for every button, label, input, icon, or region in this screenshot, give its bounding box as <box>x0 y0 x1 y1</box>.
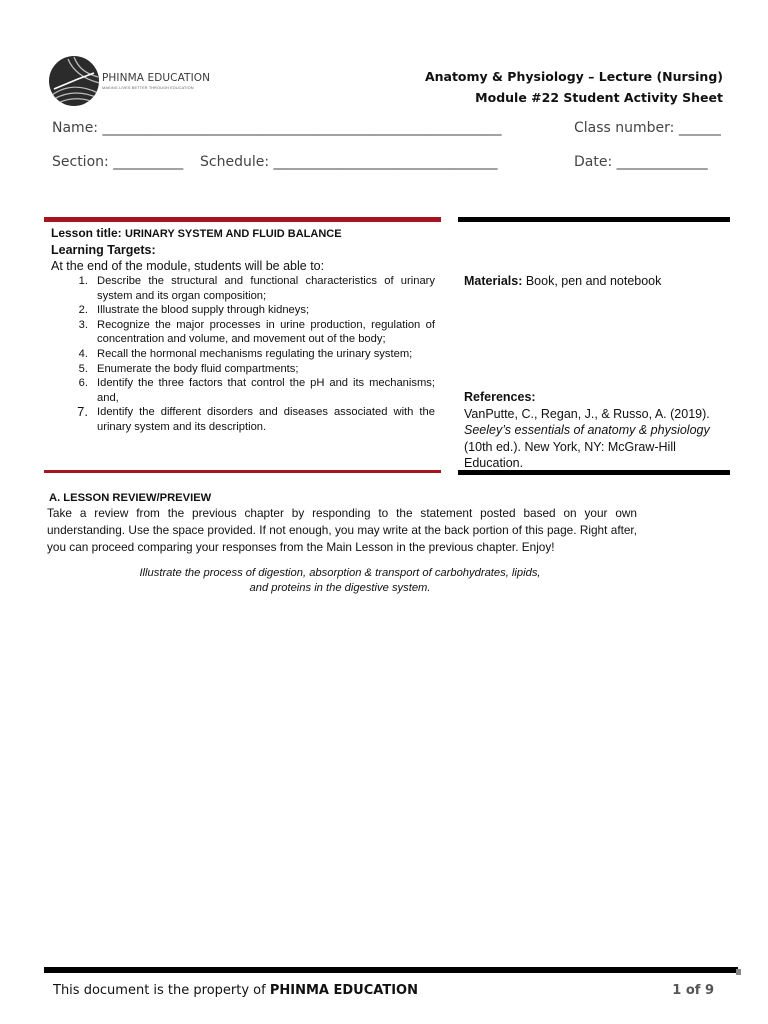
property-owner: PHINMA EDUCATION <box>269 983 418 998</box>
list-item-number: 7. <box>77 404 88 420</box>
lesson-title-label: Lesson title: <box>51 226 122 240</box>
list-item <box>51 362 435 377</box>
date-label: Date: <box>574 154 613 170</box>
date-blank: _____________ <box>616 154 708 170</box>
class-number-blank: ______ <box>678 120 721 136</box>
lesson-title <box>51 226 435 242</box>
list-item <box>51 347 435 362</box>
lesson-block <box>51 226 435 435</box>
lesson-bottom-divider <box>44 470 441 473</box>
list-item <box>51 405 435 434</box>
list-item-number: 6. <box>78 377 88 390</box>
reference-citation <box>464 406 726 472</box>
learning-targets-intro: At the end of the module, students will be able to: <box>51 259 325 273</box>
class-number-field[interactable] <box>574 120 721 136</box>
references-heading: References: <box>464 390 536 404</box>
footer-divider-shadow <box>736 969 741 975</box>
logo-name: PHINMA EDUCATION <box>102 72 211 84</box>
module-title: Module #22 Student Activity Sheet <box>475 90 723 105</box>
section-blank: __________ <box>113 154 184 170</box>
list-item-text: Recognize the major processes in urine production, regulation of concentration and volume, and movement out of the body; <box>97 318 435 346</box>
logo-tagline: MAKING LIVES BETTER THROUGH EDUCATION <box>102 86 194 90</box>
reference-authors: VanPutte, C., Regan, J., & Russo, A. (2019). <box>464 406 710 421</box>
property-prefix: This document is the property of <box>53 983 266 998</box>
list-item <box>51 303 435 318</box>
date-field[interactable] <box>574 154 708 170</box>
list-item-text: Identify the different disorders and diseases associated with the urinary system and its description. <box>97 406 435 433</box>
schedule-blank: ________________________________ <box>273 154 498 170</box>
references-block <box>464 389 726 472</box>
footer-divider <box>44 967 738 973</box>
list-item <box>51 274 435 303</box>
section-label: Section: <box>52 154 109 170</box>
lesson-title-value: URINARY SYSTEM AND FLUID BALANCE <box>125 228 342 240</box>
list-item-number: 4. <box>78 347 88 360</box>
list-item <box>51 376 435 405</box>
list-item-number: 5. <box>78 362 88 375</box>
learning-targets-list <box>51 274 435 435</box>
schedule-field[interactable] <box>200 154 498 170</box>
materials-top-divider <box>458 217 730 222</box>
section-paragraph: Take a review from the previous chapter by responding to the statement posted based on your own understanding. Use the space provided. If not enough, you may write at the back portion of this page. Right after, you can proceed comparing your responses from the Main Lesson in the previous chapter. Enjoy! <box>47 506 637 554</box>
materials-block <box>464 273 726 289</box>
activity-instruction <box>70 566 610 596</box>
name-blank: _________________________________________________________ <box>102 120 502 136</box>
footer-property-notice <box>53 983 418 998</box>
reference-book-title: Seeley’s essentials of anatomy & physiology <box>464 423 710 437</box>
list-item-text: Recall the hormonal mechanisms regulating the urinary system; <box>97 347 413 360</box>
phinma-logo <box>48 54 223 108</box>
list-item-number: 1. <box>78 275 88 287</box>
list-item-number: 2. <box>78 304 88 317</box>
document-header <box>425 66 723 108</box>
list-item-text: Enumerate the body fluid compartments; <box>97 362 299 375</box>
list-item-text: Identify the three factors that control the pH and its mechanisms; and, <box>97 377 435 404</box>
list-item-text: Illustrate the blood supply through kidneys; <box>97 304 310 317</box>
instruction-line: Illustrate the process of digestion, absorption & transport of carbohydrates, lipids, <box>139 567 541 579</box>
section-heading: A. LESSON REVIEW/PREVIEW <box>49 492 212 504</box>
list-item-number: 3. <box>78 318 88 331</box>
phinma-globe-icon <box>48 55 100 107</box>
schedule-label: Schedule: <box>200 154 270 170</box>
lesson-top-divider <box>44 217 441 222</box>
name-label: Name: <box>52 120 99 136</box>
materials-label: Materials: <box>464 274 523 288</box>
learning-targets-heading: Learning Targets: <box>51 243 156 257</box>
name-field[interactable] <box>52 120 501 136</box>
page-number: 1 of 9 <box>672 983 714 998</box>
list-item <box>51 318 435 347</box>
instruction-line: and proteins in the digestive system. <box>249 582 431 594</box>
class-number-label: Class number: <box>574 120 675 136</box>
materials-value: Book, pen and notebook <box>525 274 662 288</box>
course-title: Anatomy & Physiology – Lecture (Nursing) <box>424 69 723 84</box>
section-field[interactable] <box>52 154 183 170</box>
reference-details: (10th ed.). New York, NY: McGraw-Hill Education. <box>464 439 676 470</box>
list-item-text: Describe the structural and functional characteristics of urinary system and its organ composition; <box>97 275 435 302</box>
lesson-review-section <box>47 491 637 556</box>
